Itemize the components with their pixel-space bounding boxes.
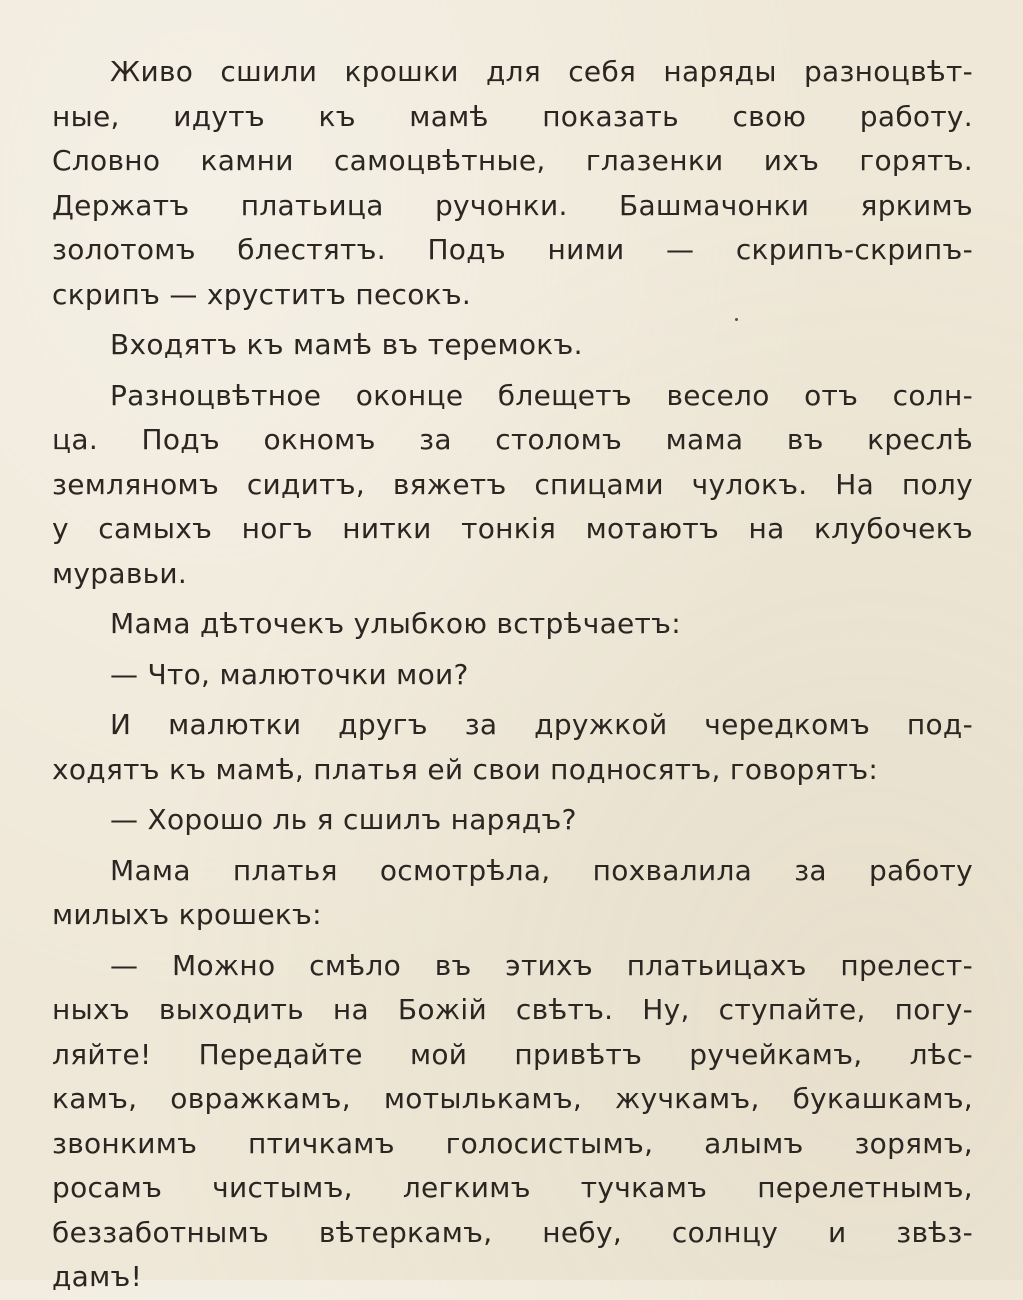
text-line: Разноцвѣтное оконце блещетъ весело отъ солн- (110, 378, 973, 412)
text-line: у самыхъ ногъ нитки тонкія мотаютъ на клубочекъ (52, 512, 973, 545)
text-line: ляйте! Передайте мой привѣтъ ручейкамъ, лѣс- (52, 1037, 973, 1071)
paragraph-2 (52, 323, 973, 368)
text-line: земляномъ сидитъ, вяжетъ спицами чулокъ. На полу (52, 467, 973, 501)
text-line: — Хорошо ль я сшилъ нарядъ? (110, 803, 577, 836)
text-line: Словно камни самоцвѣтные, глазенки ихъ горятъ. (52, 144, 973, 177)
text-line: — Можно смѣло въ этихъ платьицахъ прелест- (110, 948, 973, 982)
paragraph-3 (52, 374, 973, 597)
text-line: звонкимъ птичкамъ голосистымъ, алымъ зорямъ, (52, 1126, 973, 1160)
text-line: беззаботнымъ вѣтеркамъ, небу, солнцу и звѣз- (52, 1215, 973, 1249)
paragraph-1 (52, 50, 973, 317)
text-line: золотомъ блестятъ. Подъ ними — скрипъ-скрипъ- (52, 233, 973, 266)
text-line: скрипъ — хруститъ песокъ. (52, 277, 472, 311)
paragraph-9 (52, 944, 973, 1300)
text-line: росамъ чистымъ, легкимъ тучкамъ перелетнымъ, (52, 1171, 973, 1204)
text-line: камъ, овражкамъ, мотылькамъ, жучкамъ, букашкамъ, (52, 1082, 973, 1115)
paragraph-8 (52, 849, 973, 938)
text-line: — Что, малюточки мои? (110, 657, 469, 691)
text-line: милыхъ крошекъ: (52, 898, 322, 931)
text-line: муравьи. (52, 556, 188, 590)
paragraph-4 (52, 602, 973, 647)
text-line: Входятъ къ мамѣ въ теремокъ. (110, 328, 583, 361)
paper-speck (735, 318, 738, 321)
text-line: ные, идутъ къ мамѣ показать свою работу. (52, 99, 973, 133)
paragraph-6 (52, 703, 973, 792)
text-line: Живо сшили крошки для себя наряды разноцвѣт- (110, 55, 973, 88)
text-line: ходятъ къ мамѣ, платья ей свои подносятъ, говорятъ: (52, 752, 879, 786)
paragraph-5 (52, 653, 973, 698)
text-line: И малютки другъ за дружкой чередкомъ под- (110, 708, 973, 741)
text-line: Держатъ платьица ручонки. Башмачонки яркимъ (52, 188, 973, 222)
text-line: дамъ! (52, 1260, 143, 1293)
paragraph-7 (52, 798, 973, 843)
text-line: ныхъ выходить на Божій свѣтъ. Ну, ступайте, погу- (52, 993, 973, 1026)
text-line: ца. Подъ окномъ за столомъ мама въ креслѣ (52, 423, 973, 456)
text-line: Мама дѣточекъ улыбкою встрѣчаетъ: (110, 607, 681, 640)
text-line: Мама платья осмотрѣла, похвалила за работу (110, 853, 973, 887)
